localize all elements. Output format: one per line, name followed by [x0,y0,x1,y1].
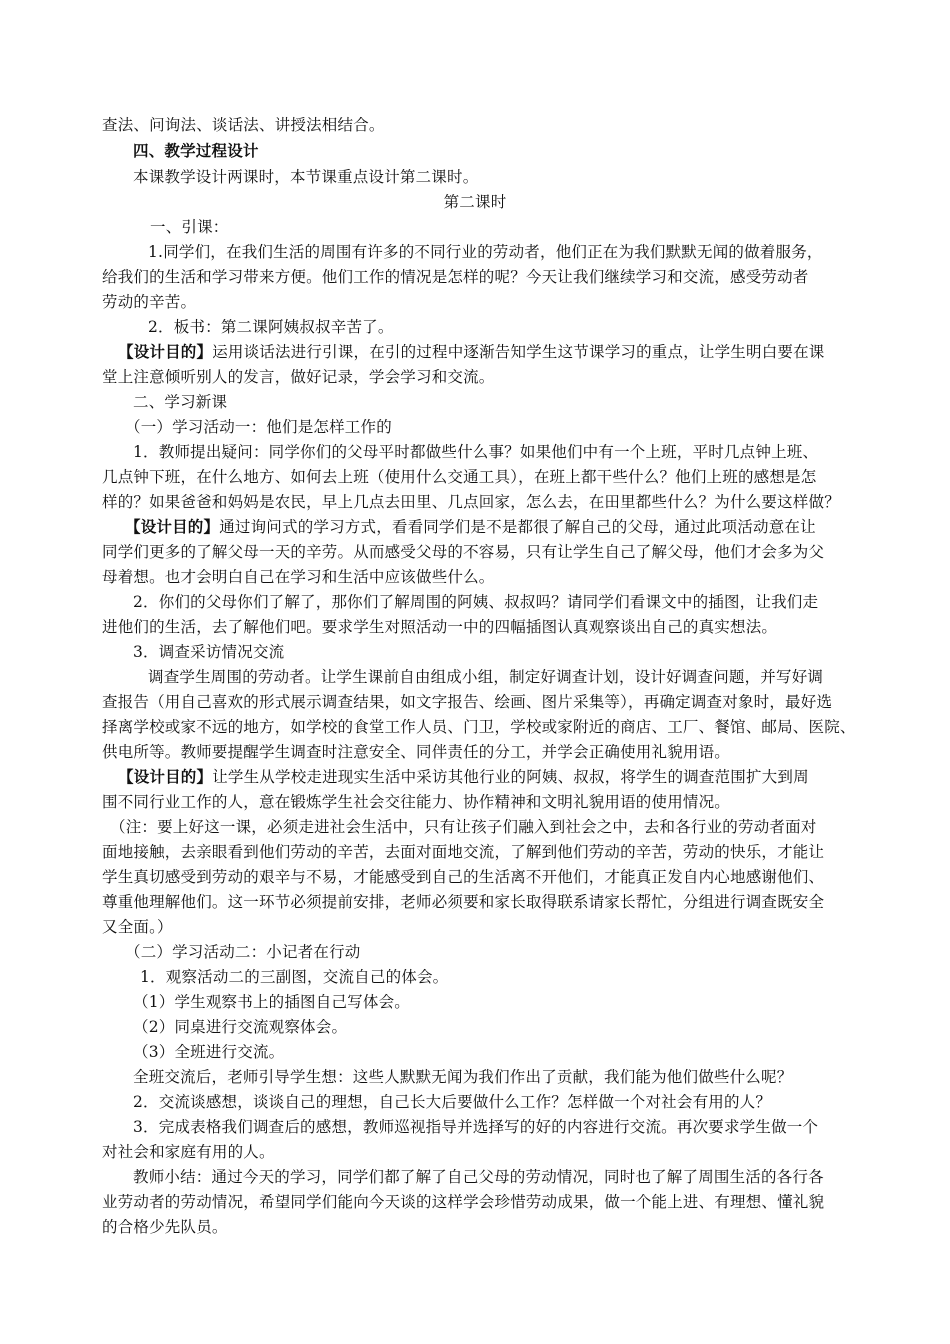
note-line: 又全面。） [102,918,173,936]
text-line: 3．完成表格我们调查后的感想，教师巡视指导并选择写的好的内容进行交流。再次要求学生做一个 [133,1118,819,1136]
summary-line: 业劳动者的劳动情况，希望同学们能向今天谈的这样学会珍惜劳动成果，做一个能上进、有理想、懂礼貌 [102,1193,825,1211]
design-purpose-line [125,516,816,538]
text-line: （3）全班进行交流。 [133,1043,285,1061]
text-line: 母着想。也才会明白自己在学习和生活中应该做些什么。 [102,568,495,586]
text-line: 2．板书：第二课阿姨叔叔辛苦了。 [148,318,394,336]
text-line: 2．你们的父母你们了解了，那你们了解周围的阿姨、叔叔吗？请同学们看课文中的插图，让我们走 [133,593,819,611]
text-span: 运用谈话法进行引课，在引的过程中逐渐告知学生这节课学习的重点，让学生明白要在课 [212,343,825,361]
text-span: 让学生从学校走进现实生活中采访其他行业的阿姨、叔叔，将学生的调查范围扩大到周 [212,768,809,786]
text-line: 几点钟下班，在什么地方、如何去上班（使用什么交通工具），在班上都干些什么？他们上班的感想是怎 [102,468,817,486]
text-line: 1．教师提出疑问：同学你们的父母平时都做些什么事？如果他们中有一个上班，平时几点钟上班、 [133,443,819,461]
summary-line: 的合格少先队员。 [102,1218,228,1236]
note-line: （注：要上好这一课，必须走进社会生活中，只有让孩子们融入到社会之中，去和各行业的劳动者面对 [110,818,817,836]
text-line: 查法、问询法、谈话法、讲授法相结合。 [102,116,385,134]
text-span: 通过询问式的学习方式，看看同学们是不是都很了解自己的父母，通过此项活动意在让 [219,518,816,536]
text-line: 调查学生周围的劳动者。让学生课前自由组成小组，制定好调查计划，设计好调查问题，并写好调 [148,668,824,686]
text-line: 全班交流后，老师引导学生想：这些人默默无闻为我们作出了贡献，我们能为他们做些什么呢？ [133,1068,793,1086]
text-line: 对社会和家庭有用的人。 [102,1143,275,1161]
text-line: 1.同学们，在我们生活的周围有许多的不同行业的劳动者，他们正在为我们默默无闻的做着服务， [148,243,823,261]
activity-heading: （一）学习活动一：他们是怎样工作的 [125,418,392,436]
text-line: 样的？如果爸爸和妈妈是农民，早上几点去田里、几点回家，怎么去，在田里都些什么？为什么要这样做？ [102,493,840,511]
activity-heading: （二）学习活动二：小记者在行动 [125,943,361,961]
design-purpose-label: 【设计目的】 [118,342,213,361]
text-line: 进他们的生活，去了解他们吧。要求学生对照活动一中的四幅插图认真观察谈出自己的真实想法。 [102,618,778,636]
subsection-heading: 二、学习新课 [133,393,228,411]
design-purpose-line [118,766,809,788]
design-purpose-line [118,341,825,363]
text-line: 3．调查采访情况交流 [133,643,285,661]
section-heading: 四、教学过程设计 [133,141,259,160]
design-purpose-label: 【设计目的】 [118,767,213,786]
text-line: 查报告（用自己喜欢的形式展示调查结果，如文字报告、绘画、图片采集等），再确定调查对象时，最好选 [102,693,833,711]
text-line: 堂上注意倾听别人的发言，做好记录，学会学习和交流。 [102,368,495,386]
note-line: 尊重他理解他们。这一环节必须提前安排，老师必须要和家长取得联系请家长帮忙，分组进行调查既安全 [102,893,825,911]
text-line: （1）学生观察书上的插图自己写体会。 [133,993,410,1011]
text-line: 围不同行业工作的人，意在锻炼学生社会交往能力、协作精神和文明礼貌用语的使用情况。 [102,793,731,811]
text-line: （2）同桌进行交流观察体会。 [133,1018,348,1036]
text-line: 给我们的生活和学习带来方便。他们工作的情况是怎样的呢？今天让我们继续学习和交流，感受劳动者 [102,268,809,286]
text-line: 2．交流谈感想，谈谈自己的理想，自己长大后要做什么工作？怎样做一个对社会有用的人？ [133,1093,772,1111]
summary-line: 教师小结：通过今天的学习，同学们都了解了自己父母的劳动情况，同时也了解了周围生活的各行各 [133,1168,824,1186]
text-line: 同学们更多的了解父母一天的辛劳。从而感受父母的不容易，只有让学生自己了解父母，他们才会多为父 [102,543,825,561]
text-line: 本课教学设计两课时，本节课重点设计第二课时。 [133,168,479,186]
subsection-heading: 一、引课： [150,218,229,236]
design-purpose-label: 【设计目的】 [125,517,220,536]
lesson-title: 第二课时 [443,193,507,211]
text-line: 1．观察活动二的三副图，交流自己的体会。 [140,968,449,986]
text-line: 择离学校或家不远的地方，如学校的食堂工作人员、门卫，学校或家附近的商店、工厂、餐馆、邮局、医院、 [102,718,856,736]
note-line: 学生真切感受到劳动的艰辛与不易，才能感受到自己的生活离不开他们，才能真正发自内心地感谢他们、 [102,868,825,886]
text-line: 劳动的辛苦。 [102,293,197,311]
note-line: 面地接触，去亲眼看到他们劳动的辛苦，去面对面地交流，了解到他们劳动的辛苦，劳动的快乐，才能让 [102,843,825,861]
text-line: 供电所等。教师要提醒学生调查时注意安全、同伴责任的分工，并学会正确使用礼貌用语。 [102,743,731,761]
